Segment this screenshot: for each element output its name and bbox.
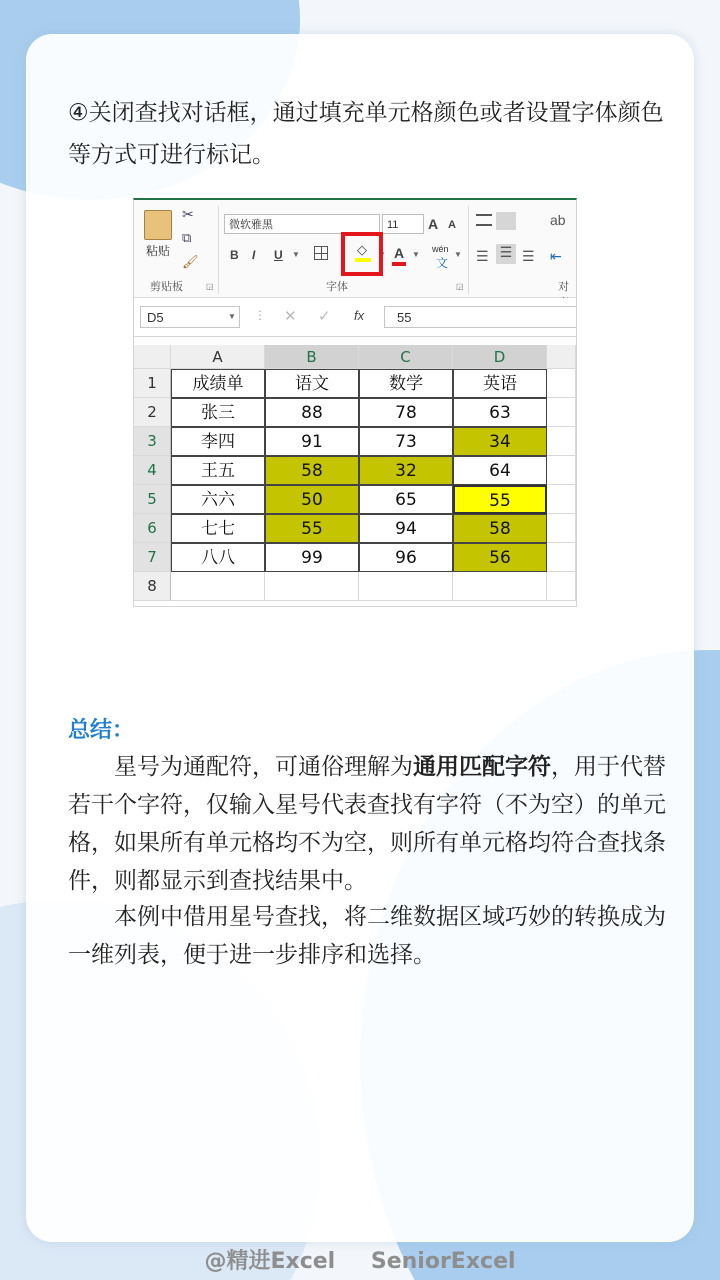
table-cell[interactable]: 99 xyxy=(265,543,359,572)
align-right-icon[interactable]: ☰ xyxy=(522,248,535,264)
formula-input[interactable]: 55 xyxy=(384,306,576,328)
empty-cell[interactable] xyxy=(547,456,576,485)
divider xyxy=(218,206,219,294)
indent-icon[interactable]: ⇤ xyxy=(550,248,562,264)
align-center-icon[interactable]: ☰ xyxy=(496,244,516,264)
table-cell[interactable]: 李四 xyxy=(171,427,265,456)
font-group-label: 字体 xyxy=(326,281,348,293)
dialog-launcher-icon[interactable]: ◲ xyxy=(456,282,464,291)
format-painter-icon[interactable]: 🖌 xyxy=(182,254,199,269)
empty-cell[interactable] xyxy=(547,543,576,572)
column-header[interactable]: B xyxy=(265,345,359,369)
excel-screenshot xyxy=(133,198,577,607)
column-header[interactable]: D xyxy=(453,345,547,369)
phonetic-icon: 文 xyxy=(436,256,449,270)
font-name-select[interactable]: 微软雅黑 xyxy=(224,214,380,234)
orientation-icon[interactable]: ab xyxy=(550,212,566,228)
table-cell[interactable]: 88 xyxy=(265,398,359,427)
table-cell[interactable]: 58 xyxy=(453,514,547,543)
copy-icon[interactable]: ⧉ xyxy=(182,230,192,245)
table-cell[interactable]: 55 xyxy=(265,514,359,543)
align-left-icon[interactable]: ☰ xyxy=(476,248,489,264)
table-cell[interactable]: 语文 xyxy=(265,369,359,398)
row-header[interactable]: 7 xyxy=(134,543,171,572)
paste-label[interactable]: 粘贴 xyxy=(146,244,171,258)
ribbon xyxy=(134,200,576,298)
chevron-down-icon[interactable]: ▼ xyxy=(378,250,386,259)
column-header[interactable]: A xyxy=(171,345,265,369)
select-all-corner[interactable] xyxy=(134,345,171,369)
footer-brand-en: SeniorExcel xyxy=(370,1249,516,1274)
table-cell[interactable]: 英语 xyxy=(453,369,547,398)
empty-cell[interactable] xyxy=(547,572,576,601)
border-icon[interactable] xyxy=(314,246,328,260)
summary-text: 星号为通配符，可通俗理解为 xyxy=(114,754,413,780)
empty-cell[interactable] xyxy=(547,514,576,543)
table-cell[interactable]: 张三 xyxy=(171,398,265,427)
bold-button[interactable]: B xyxy=(230,248,239,262)
row-header[interactable]: 8 xyxy=(134,572,171,601)
table-cell[interactable]: 34 xyxy=(453,427,547,456)
row-header[interactable]: 2 xyxy=(134,398,171,427)
table-cell[interactable]: 八八 xyxy=(171,543,265,572)
row-header[interactable]: 1 xyxy=(134,369,171,398)
empty-cell[interactable] xyxy=(171,572,265,601)
italic-button[interactable]: I xyxy=(252,248,256,262)
table-cell[interactable]: 王五 xyxy=(171,456,265,485)
chevron-down-icon[interactable]: ▼ xyxy=(454,250,462,259)
table-cell[interactable]: 58 xyxy=(265,456,359,485)
summary-paragraph-2: 本例中借用星号查找，将二维数据区域巧妙的转换成为一维列表，便于进一步排序和选择。 xyxy=(68,904,666,968)
table-cell[interactable]: 64 xyxy=(453,456,547,485)
empty-cell[interactable] xyxy=(453,572,547,601)
empty-cell[interactable] xyxy=(547,369,576,398)
table-cell[interactable]: 65 xyxy=(359,485,453,514)
align-middle-icon[interactable] xyxy=(496,212,516,230)
table-cell[interactable]: 63 xyxy=(453,398,547,427)
dialog-launcher-icon[interactable]: ◲ xyxy=(206,282,214,291)
font-color-button[interactable]: A xyxy=(394,245,405,261)
row-header[interactable]: 5 xyxy=(134,485,171,514)
column-header[interactable] xyxy=(547,345,576,369)
insert-function-button[interactable]: fx xyxy=(354,308,365,323)
chevron-down-icon[interactable]: ▼ xyxy=(292,250,300,259)
chevron-down-icon[interactable]: ▼ xyxy=(228,312,236,321)
fill-color-highlight-box xyxy=(341,232,383,276)
table-cell[interactable]: 成绩单 xyxy=(171,369,265,398)
cancel-icon[interactable]: ✕ xyxy=(284,308,297,325)
table-cell[interactable]: 数学 xyxy=(359,369,453,398)
empty-cell[interactable] xyxy=(547,485,576,514)
summary-bold-text: 通用匹配字符 xyxy=(413,754,551,780)
shrink-font-button[interactable]: A xyxy=(448,219,456,231)
confirm-icon[interactable]: ✓ xyxy=(318,308,331,325)
footer-brand-cn: @精进Excel xyxy=(204,1249,336,1274)
row-header[interactable]: 6 xyxy=(134,514,171,543)
table-cell[interactable]: 91 xyxy=(265,427,359,456)
paint-bucket-icon: ◇ xyxy=(357,242,367,257)
empty-cell[interactable] xyxy=(547,398,576,427)
table-cell[interactable]: 73 xyxy=(359,427,453,456)
table-cell[interactable]: 32 xyxy=(359,456,453,485)
name-box[interactable]: D5 xyxy=(140,306,240,328)
empty-cell[interactable] xyxy=(547,427,576,456)
row-header[interactable]: 4 xyxy=(134,456,171,485)
table-cell[interactable]: 94 xyxy=(359,514,453,543)
phonetic-guide-button[interactable]: wén xyxy=(432,244,449,254)
divider xyxy=(468,206,469,294)
table-cell[interactable]: 七七 xyxy=(171,514,265,543)
table-cell[interactable]: 55 xyxy=(453,485,547,514)
column-header[interactable]: C xyxy=(359,345,453,369)
table-cell[interactable]: 78 xyxy=(359,398,453,427)
summary-title: 总结： xyxy=(68,718,135,743)
paste-icon[interactable] xyxy=(144,210,172,240)
summary-text: ，用于代替若干个字符，仅输入星号代表查找有字符（不为空）的单元格，如果所有单元格均不为空，则所有单元格均符合查找条件，则都显示到查找结果中。 xyxy=(68,754,666,894)
align-top-icon[interactable] xyxy=(476,214,492,226)
alignment-group-label: 对 xyxy=(558,281,569,293)
empty-cell[interactable] xyxy=(265,572,359,601)
more-icon: ⋮ xyxy=(254,308,266,322)
clipboard-group-label: 剪贴板 xyxy=(150,281,183,293)
font-size-select[interactable]: 11 xyxy=(382,214,424,234)
formula-bar xyxy=(134,298,576,337)
font-color-swatch xyxy=(392,262,406,266)
table-cell[interactable]: 六六 xyxy=(171,485,265,514)
table-cell[interactable]: 56 xyxy=(453,543,547,572)
underline-button[interactable]: U xyxy=(274,248,283,262)
table-cell[interactable]: 96 xyxy=(359,543,453,572)
intro-text: ④关闭查找对话框，通过填充单元格颜色或者设置字体颜色等方式可进行标记。 xyxy=(68,100,664,168)
chevron-down-icon[interactable]: ▼ xyxy=(412,250,420,259)
table-cell[interactable]: 50 xyxy=(265,485,359,514)
cut-icon[interactable]: ✂ xyxy=(182,206,194,222)
summary-paragraph-1 xyxy=(68,748,668,900)
empty-cell[interactable] xyxy=(359,572,453,601)
grow-font-button[interactable]: A xyxy=(428,216,439,232)
footer xyxy=(0,1244,720,1275)
row-header[interactable]: 3 xyxy=(134,427,171,456)
